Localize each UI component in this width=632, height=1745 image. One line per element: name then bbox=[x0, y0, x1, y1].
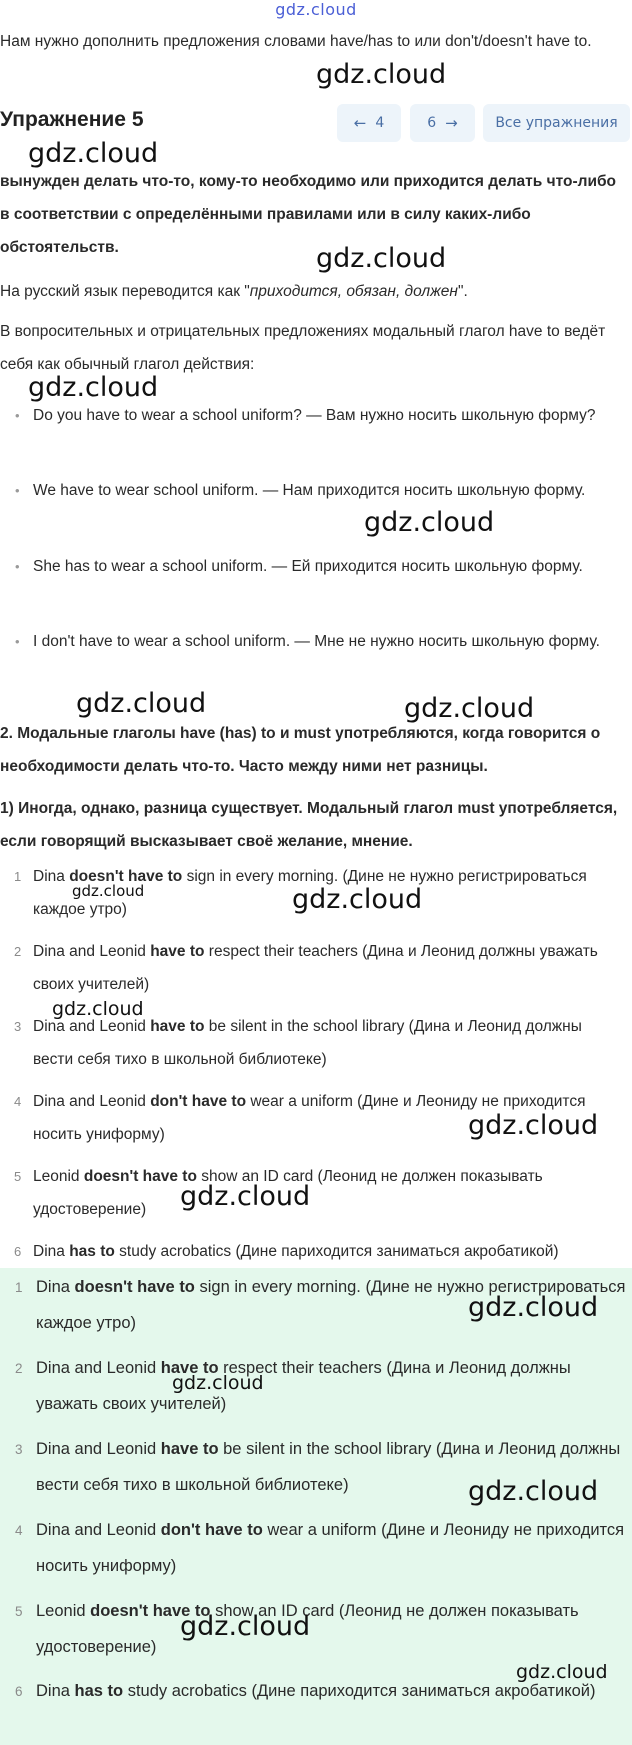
item-post: respect their teachers (Дина и Леонид должны уважать своих учителей) bbox=[33, 943, 598, 993]
item-number: 1 bbox=[14, 869, 22, 884]
item-pre: Dina and Leonid bbox=[36, 1440, 161, 1458]
example-item bbox=[16, 550, 616, 583]
answer-item bbox=[0, 1350, 630, 1422]
point-2-1-text: 1) Иногда, однако, разница существует. Модальный глагол must употребляется, если говорящий высказывает своё желание, мнение. bbox=[0, 800, 618, 850]
item-bold: have to bbox=[150, 1018, 205, 1035]
exercise-item bbox=[0, 1235, 620, 1268]
exercise-title: Упражнение 5 bbox=[0, 108, 144, 131]
translation-prefix: На русский язык переводится как " bbox=[0, 283, 250, 300]
item-number: 6 bbox=[14, 1244, 22, 1259]
item-bold: don't have to bbox=[160, 1521, 263, 1539]
item-bold: have to bbox=[150, 943, 205, 960]
item-post: show an ID card (Леонид не должен показывать удостоверение) bbox=[33, 1168, 543, 1218]
watermark: gdz.cloud bbox=[72, 882, 145, 900]
item-pre: Dina and Leonid bbox=[36, 1521, 161, 1539]
bullet-icon: • bbox=[15, 559, 20, 574]
item-pre: Leonid bbox=[33, 1168, 84, 1185]
item-pre: Leonid bbox=[36, 1602, 91, 1620]
watermark: gdz.cloud bbox=[468, 1292, 599, 1323]
translation-text bbox=[0, 275, 620, 308]
watermark: gdz.cloud bbox=[316, 59, 447, 90]
item-bold: have to bbox=[160, 1359, 219, 1377]
item-number: 3 bbox=[15, 1442, 23, 1457]
example-text: I don't have to wear a school uniform. — Мне не нужно носить школьную форму. bbox=[33, 633, 600, 650]
watermark: gdz.cloud bbox=[292, 884, 423, 915]
item-pre: Dina and Leonid bbox=[33, 1018, 151, 1035]
intro-text: Нам нужно дополнить предложения словами have/has to или don't/doesn't have to. bbox=[0, 33, 592, 50]
watermark: gdz.cloud bbox=[180, 1181, 311, 1212]
item-bold: have to bbox=[160, 1440, 219, 1458]
example-item bbox=[16, 625, 616, 658]
prev-exercise-label: 4 bbox=[375, 115, 385, 131]
item-pre: Dina bbox=[33, 1243, 70, 1260]
next-exercise-label: 6 bbox=[427, 115, 437, 131]
item-post: be silent in the school library (Дина и Леонид должны вести себя тихо в школьной библиотеке) bbox=[33, 1018, 582, 1068]
all-exercises-button[interactable] bbox=[483, 104, 630, 142]
item-pre: Dina and Leonid bbox=[33, 943, 151, 960]
watermark: gdz.cloud bbox=[468, 1110, 599, 1141]
item-number: 2 bbox=[14, 944, 22, 959]
example-text: We have to wear school uniform. — Нам приходится носить школьную форму. bbox=[33, 482, 586, 499]
prev-exercise-button[interactable] bbox=[337, 104, 401, 142]
item-bold: doesn't have to bbox=[83, 1168, 197, 1185]
watermark: gdz.cloud bbox=[468, 1476, 599, 1507]
point-2-text: 2. Модальные глаголы have (has) to и must употребляются, когда говорится о необходимости делать что-то. Часто между ними нет разницы. bbox=[0, 725, 601, 775]
bullet-icon: • bbox=[15, 408, 20, 423]
watermark: gdz.cloud bbox=[76, 688, 207, 719]
item-number: 1 bbox=[15, 1280, 23, 1295]
item-post: show an ID card (Леонид не должен показывать удостоверение) bbox=[36, 1602, 579, 1656]
item-bold: don't have to bbox=[150, 1093, 247, 1110]
example-item bbox=[16, 399, 616, 432]
exercise-item bbox=[0, 935, 620, 1001]
item-pre: Dina bbox=[36, 1278, 75, 1296]
item-post: study acrobatics (Дине париходится заниматься акробатикой) bbox=[123, 1682, 596, 1700]
questions-note: В вопросительных и отрицательных предложениях модальный глагол have to ведёт себя как обычный глагол действия: bbox=[0, 323, 606, 373]
item-post: wear a uniform (Дине и Леониду не приходится носить униформу) bbox=[36, 1521, 625, 1575]
watermark: gdz.cloud bbox=[52, 998, 144, 1020]
item-number: 5 bbox=[15, 1604, 23, 1619]
item-bold: has to bbox=[74, 1682, 124, 1700]
definition-text: вынужден делать что-то, кому-то необходимо или приходится делать что-либо в соответствии с определёнными правилами или в силу каких-либо обстоятельств. bbox=[0, 173, 617, 256]
arrow-right-icon: → bbox=[445, 114, 458, 132]
watermark: gdz.cloud bbox=[404, 693, 535, 724]
item-number: 2 bbox=[15, 1361, 23, 1376]
item-bold: doesn't have to bbox=[69, 868, 183, 885]
item-number: 6 bbox=[15, 1684, 23, 1699]
example-item bbox=[16, 474, 616, 507]
item-number: 4 bbox=[14, 1094, 22, 1109]
item-post: respect their teachers (Дина и Леонид должны уважать своих учителей) bbox=[36, 1359, 571, 1413]
example-text: Do you have to wear a school uniform? — Вам нужно носить школьную форму? bbox=[33, 407, 596, 424]
item-bold: doesn't have to bbox=[90, 1602, 211, 1620]
watermark: gdz.cloud bbox=[28, 138, 159, 169]
item-pre: Dina and Leonid bbox=[33, 1093, 151, 1110]
item-number: 3 bbox=[14, 1019, 22, 1034]
answer-item bbox=[0, 1593, 630, 1665]
bullet-icon: • bbox=[15, 634, 20, 649]
translation-words: приходится, обязан, должен bbox=[249, 283, 458, 300]
watermark: gdz.cloud bbox=[172, 1372, 264, 1394]
translation-suffix: ". bbox=[457, 283, 468, 300]
item-pre: Dina and Leonid bbox=[36, 1359, 161, 1377]
item-bold: doesn't have to bbox=[74, 1278, 195, 1296]
example-text: She has to wear a school uniform. — Ей приходится носить школьную форму. bbox=[33, 558, 583, 575]
item-number: 5 bbox=[14, 1169, 22, 1184]
all-exercises-label: Все упражнения bbox=[495, 115, 618, 131]
item-pre: Dina bbox=[33, 868, 70, 885]
watermark: gdz.cloud bbox=[316, 243, 447, 274]
item-post: wear a uniform (Дине и Леониду не приходится носить униформу) bbox=[33, 1093, 586, 1143]
item-post: be silent in the school library (Дина и Леонид должны вести себя тихо в школьной библиотеке) bbox=[36, 1440, 621, 1494]
arrow-left-icon: ← bbox=[353, 114, 367, 132]
watermark: gdz.cloud bbox=[180, 1611, 311, 1642]
watermark: gdz.cloud bbox=[364, 507, 495, 538]
next-exercise-button[interactable] bbox=[410, 104, 475, 142]
item-post: sign in every morning. (Дине не нужно регистрироваться каждое утро) bbox=[36, 1278, 626, 1332]
item-post: sign in every morning. (Дине не нужно регистрироваться каждое утро) bbox=[33, 868, 587, 918]
item-post: study acrobatics (Дине париходится заниматься акробатикой) bbox=[114, 1243, 559, 1260]
item-number: 4 bbox=[15, 1523, 23, 1538]
site-logo[interactable]: gdz.cloud bbox=[275, 0, 357, 19]
item-pre: Dina bbox=[36, 1682, 75, 1700]
watermark: gdz.cloud bbox=[28, 372, 159, 403]
bullet-icon: • bbox=[15, 483, 20, 498]
watermark: gdz.cloud bbox=[516, 1661, 608, 1683]
item-bold: has to bbox=[69, 1243, 115, 1260]
answer-item bbox=[0, 1512, 630, 1584]
